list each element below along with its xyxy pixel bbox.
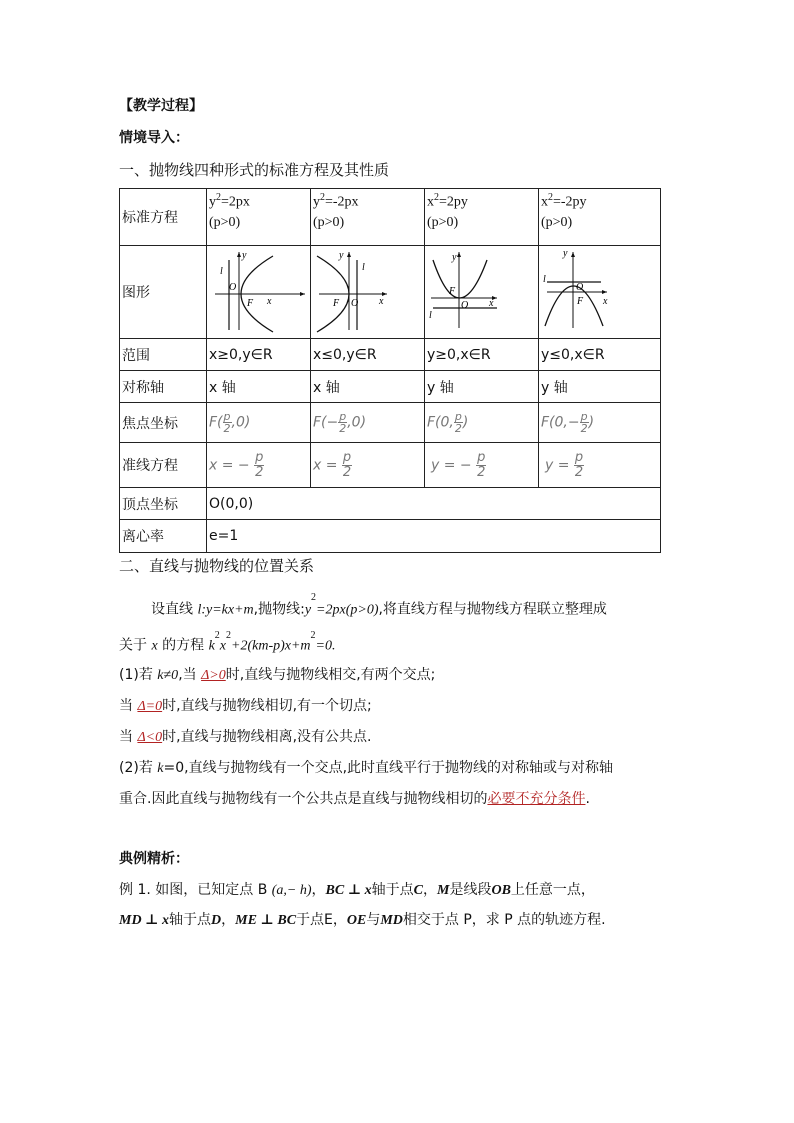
directrix-cell: y = − $\frac{p}{2}$ [425, 443, 539, 488]
row-header: 图形 [120, 246, 207, 339]
row-header: 顶点坐标 [120, 488, 207, 520]
focus-cell: F(0,− $\frac{p}{2}$ ) [539, 403, 661, 443]
svg-text:l: l [220, 266, 223, 277]
row-header: 范围 [120, 339, 207, 371]
equation-cell: $x^2=-2py$ (p>0) [539, 189, 661, 246]
table-row [120, 246, 661, 339]
table-row [120, 443, 661, 488]
directrix-cell: y = $\frac{p}{2}$ [539, 443, 661, 488]
table-row [120, 189, 661, 246]
svg-text:l: l [362, 262, 365, 273]
parabola-properties-table [119, 188, 661, 553]
case-4-line2: 重合.因此直线与抛物线有一个公共点是直线与抛物线相切的必要不充分条件. [119, 791, 590, 807]
parabola-left-graph [313, 246, 421, 334]
svg-text:x: x [603, 296, 608, 307]
svg-text:x: x [267, 296, 272, 307]
focus-cell: F(− $\frac{p}{2}$ ,0) [311, 403, 425, 443]
svg-text:l: l [429, 310, 432, 321]
svg-text:y: y [563, 248, 568, 259]
svg-text:y: y [339, 250, 344, 261]
svg-text:F: F [449, 286, 456, 297]
case-2: 当 Δ=0时,直线与抛物线相切,有一个切点; [119, 698, 372, 714]
svg-text:F: F [333, 298, 340, 309]
graph-cell [311, 246, 425, 339]
case-1: (1)若 k≠0,当 Δ>0时,直线与抛物线相交,有两个交点; [119, 667, 436, 683]
svg-text:F: F [577, 296, 584, 307]
parabola-right-graph [209, 246, 309, 334]
focus-cell: F(0, $\frac{p}{2}$ ) [425, 403, 539, 443]
row-header: 焦点坐标 [120, 403, 207, 443]
svg-text:y: y [452, 252, 457, 263]
equation-cell: $y^2=2px$ (p>0) [207, 189, 311, 246]
graph-cell [425, 246, 539, 339]
svg-text:y: y [242, 250, 247, 261]
parabola-up-graph [427, 246, 535, 334]
svg-text:F: F [247, 298, 254, 309]
parabola-down-graph [541, 246, 657, 334]
axis-cell: x 轴 [311, 371, 425, 403]
svg-text:O: O [576, 282, 584, 293]
table-row [120, 339, 661, 371]
paragraph-equation: 关于 x 的方程 $k^2x^2+2(km-p)x+m^2=0$. [119, 630, 336, 654]
example-1-line1: 例 1. 如图，已知定点 B (a,− h)，BC ⊥ x轴于点C，M是线段OB上任意一点， [119, 882, 595, 898]
row-header: 离心率 [120, 520, 207, 553]
graph-cell [207, 246, 311, 339]
range-cell: y≤0,x∈R [539, 339, 661, 371]
row-header: 准线方程 [120, 443, 207, 488]
range-cell: x≤0,y∈R [311, 339, 425, 371]
eccentricity-cell: e=1 [207, 520, 661, 553]
section-heading: 【教学过程】 [119, 98, 203, 114]
svg-text:O: O [229, 282, 237, 293]
case-4-line1: (2)若 k=0,直线与抛物线有一个交点,此时直线平行于抛物线的对称轴或与对称轴 [119, 760, 614, 776]
range-cell: x≥0,y∈R [207, 339, 311, 371]
svg-text:l: l [543, 274, 546, 285]
section1-title: 一、抛物线四种形式的标准方程及其性质 [119, 161, 390, 179]
axis-cell: y 轴 [425, 371, 539, 403]
directrix-cell: x = $\frac{p}{2}$ [311, 443, 425, 488]
table-row [120, 371, 661, 403]
focus-cell: F( $\frac{p}{2}$ ,0) [207, 403, 311, 443]
key-condition: 必要不充分条件 [487, 791, 586, 807]
section2-title: 二、直线与抛物线的位置关系 [119, 557, 315, 575]
row-header: 对称轴 [120, 371, 207, 403]
graph-cell [539, 246, 661, 339]
range-cell: y≥0,x∈R [425, 339, 539, 371]
table-row [120, 403, 661, 443]
example-1-line2: MD ⊥ x轴于点D，ME ⊥ BC于点E，OE与MD相交于点 P，求 P 点的轨迹方程. [119, 912, 606, 928]
table-row [120, 520, 661, 553]
paragraph-line-setup: 设直线 l:y=kx+m,抛物线$:y^2=2px(p>0)$,将直线方程与抛物线方程联立整理成 [151, 592, 607, 618]
intro-label: 情境导入： [119, 130, 189, 146]
row-header: 标准方程 [120, 189, 207, 246]
svg-text:O: O [351, 298, 359, 309]
case-3: 当 Δ<0时,直线与抛物线相离,没有公共点. [119, 729, 372, 745]
equation-cell: $y^2=-2px$ (p>0) [311, 189, 425, 246]
axis-cell: x 轴 [207, 371, 311, 403]
equation-cell: $x^2=2py$ (p>0) [425, 189, 539, 246]
table-row [120, 488, 661, 520]
directrix-cell: x = − $\frac{p}{2}$ [207, 443, 311, 488]
axis-cell: y 轴 [539, 371, 661, 403]
svg-text:x: x [379, 296, 384, 307]
examples-title: 典例精析： [119, 851, 189, 867]
svg-text:O: O [461, 300, 469, 311]
svg-text:x: x [489, 298, 494, 309]
vertex-cell: O(0,0) [207, 488, 661, 520]
